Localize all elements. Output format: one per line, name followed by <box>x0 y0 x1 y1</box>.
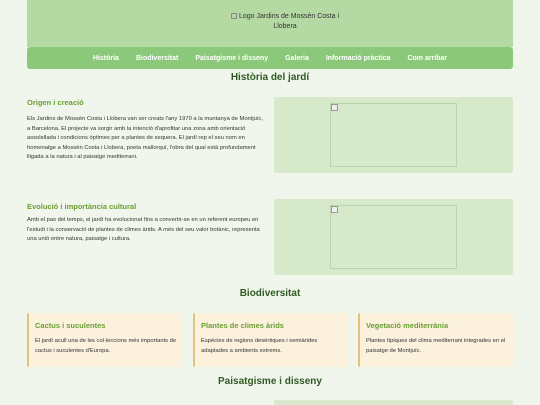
history-image-2 <box>274 199 513 275</box>
landscape-image <box>274 400 513 405</box>
broken-image-icon <box>331 206 338 213</box>
section-title-biodiversity: Biodiversitat <box>239 288 301 299</box>
biodiversity-card <box>193 313 348 367</box>
card-title: Vegetació mediterrània <box>366 321 449 330</box>
nav-item-paisatgisme[interactable]: Paisatgisme i disseny <box>195 54 269 62</box>
site-header <box>27 0 513 47</box>
block-text: Amb el pas del temps, el jardí ha evolucionat fins a convertir-se en un referent europeu en l'estudi i la conservació de plantes de climes àrids. A més del seu valor botànic, representa una unió entre natura, paisatge i cultura. <box>27 217 260 242</box>
section-title-landscape: Paisatgisme i disseny <box>218 376 322 387</box>
block-heading: Evolució i importància cultural <box>27 202 137 211</box>
nav-item-biodiversitat[interactable]: Biodiversitat <box>135 54 179 62</box>
nav-item-galeria[interactable]: Galeria <box>285 54 309 62</box>
image-frame <box>330 103 457 167</box>
card-text: Plantes típiques del clima mediterrani integrades en el paisatge de Montjuïc. <box>366 338 506 354</box>
section-title-history: Història del jardí <box>230 72 310 83</box>
logo-alt-text: Logo Jardins de Mossèn Costa i Llobera <box>239 13 339 30</box>
card-text: El jardí acull una de les col·leccions més importants de cactus i suculentes d'Europa. <box>35 338 177 354</box>
nav-item-historia[interactable]: Història <box>92 54 119 62</box>
card-text: Espècies de regions desèrtiques i semiàrides adaptades a ambients extrems. <box>201 338 318 354</box>
biodiversity-card <box>358 313 513 367</box>
history-image-1 <box>274 97 513 173</box>
nav-item-informacio[interactable]: Informació pràctica <box>325 54 391 62</box>
block-text: Els Jardins de Mossèn Costa i Llobera van ser creats l'any 1970 a la muntanya de Montjuïc, a Barcelona. El projecte va sorgir amb la intenció d'aprofitar una zona amb orientació assolellada i condicions òptimes per a plantes de sequera. El jardí rep el seu nom en homenatge a Mossèn Costa i Llobera, poeta mallorquí, l'obra del qual està profundament lligada a la natura i al paisatge mediterrani. <box>27 116 264 160</box>
image-frame <box>330 205 457 269</box>
broken-image-icon <box>331 104 338 111</box>
card-title: Cactus i suculentes <box>35 321 106 330</box>
broken-image-icon <box>231 13 237 19</box>
block-heading: Origen i creació <box>27 98 84 107</box>
nav-item-com-arribar[interactable]: Com arribar <box>407 54 448 62</box>
main-nav <box>27 47 513 69</box>
card-title: Plantes de climes àrids <box>201 321 284 330</box>
site-logo[interactable] <box>225 12 345 31</box>
biodiversity-card <box>27 313 182 367</box>
